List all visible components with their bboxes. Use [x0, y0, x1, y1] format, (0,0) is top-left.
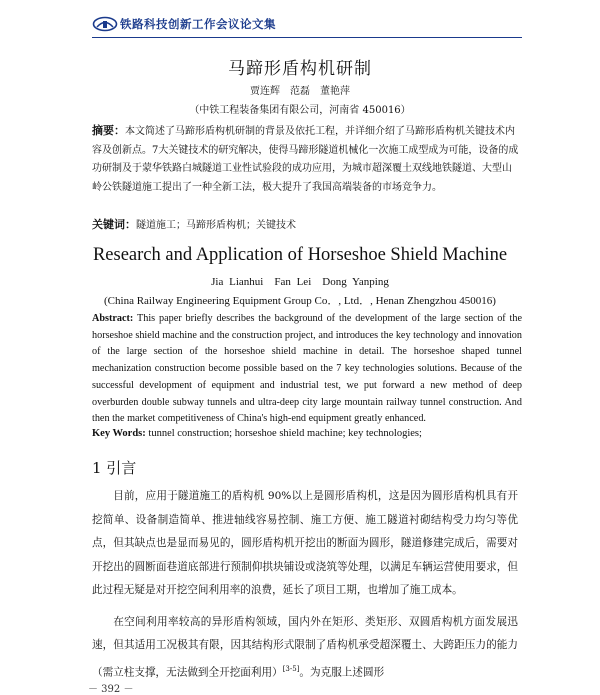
abstract-cn: [92, 122, 520, 197]
body-paragraph-1: 目前，应用于隧道施工的盾构机 90%以上是圆形盾构机，这是因为圆形盾构机具有开挖简单、设备制造简单、推进轴线容易控制、施工方便、施工隧道衬砌结构受力均匀等优点，但其缺点也是显而易见的，圆形盾构机开挖出的断面为圆形，隧道修建完成后，需要对开挖出的圆断面巷道底部进行预制仰拱块铺设或浇筑等处理，以满足车辆运营使用要求，但此过程无疑是对开挖空间利用率的浪费，延长了项目工期，也增加了施工成本。: [92, 490, 518, 596]
abstract-en-text: This paper briefly describes the background of the development of the large section of the horseshoe shield machine and the construction project, and introduces the key technology and innovation of the large section of the horseshoe shield machine in detail. The horseshoe shaped tunnel mechanization construction become possible based on the 7 key technologies solutions. Because of the successful development of equipment and industrial test, we put forward a new method of deep overburden double subway tunnels and ultra-deep city large mountain railway tunnel construction. And then the market competitiveness of China's high-end equipment greatly enhanced.: [92, 313, 523, 425]
journal-header: [92, 16, 276, 32]
journal-title: 铁路科技创新工作会议论文集: [120, 17, 276, 31]
keywords-cn-text: 隧道施工；马蹄形盾构机；关键技术: [136, 220, 296, 231]
paper-title-cn: 马蹄形盾构机研制: [228, 59, 372, 79]
page-number: － 392 －: [88, 684, 134, 695]
paper-title-en: Research and Application of Horseshoe Shield Machine: [92, 245, 508, 265]
body-paragraph-2-text: 在空间利用率较高的异形盾构领域，国内外在矩形、类矩形、双圆盾构机方面发展迅速，但其适用工况极其有限，因其结构形式限制了盾构机承受超深覆土、大跨距压力的能力（需立柱支撑，无法做到全开挖面利用）: [92, 615, 518, 679]
affiliation-cn: （中铁工程装备集团有限公司，河南省 450016）: [189, 105, 411, 116]
abstract-cn-label: 摘要：: [92, 124, 125, 137]
body-paragraph-2-tail: 。为克服上述圆形: [299, 666, 385, 679]
abstract-en-label: Abstract:: [92, 313, 134, 324]
authors-en: Jia Lianhui Fan Lei Dong Yanping: [211, 276, 389, 288]
affiliation-en: (China Railway Engineering Equipment Group Co．, Ltd．, Henan Zhengzhou 450016): [104, 295, 496, 307]
keywords-en: [92, 428, 522, 439]
authors-cn: 贾连辉 范磊 董艳萍: [250, 86, 350, 97]
keywords-cn-label: 关键词：: [92, 218, 136, 231]
keywords-en-text: tunnel construction; horseshoe shield machine; key technologies;: [148, 428, 422, 439]
abstract-en: [92, 311, 522, 428]
railway-logo-icon: [92, 16, 118, 32]
section-heading-introduction: 1 引言: [92, 459, 137, 477]
keywords-cn: [92, 216, 520, 232]
keywords-en-label: Key Words:: [92, 428, 146, 439]
section-body: [92, 485, 518, 685]
header-divider: [92, 37, 522, 38]
body-paragraph-2: [92, 611, 518, 685]
abstract-cn-text: 本文简述了马蹄形盾构机研制的背景及依托工程，并详细介绍了马蹄形盾构机关键技术内容及创新点。7大关键技术的研究解决，使得马蹄形隧道机械化一次施工成型成为可能，设备的成功研制及于蒙华铁路白城隧道工业性试验段的成功应用，为城市超深覆土双线地铁隧道、大型山岭公铁隧道施工提出了一种全新工法，极大提升了我国高端装备的市场竞争力。: [92, 126, 519, 193]
citation-ref: [3-5]: [282, 664, 300, 673]
